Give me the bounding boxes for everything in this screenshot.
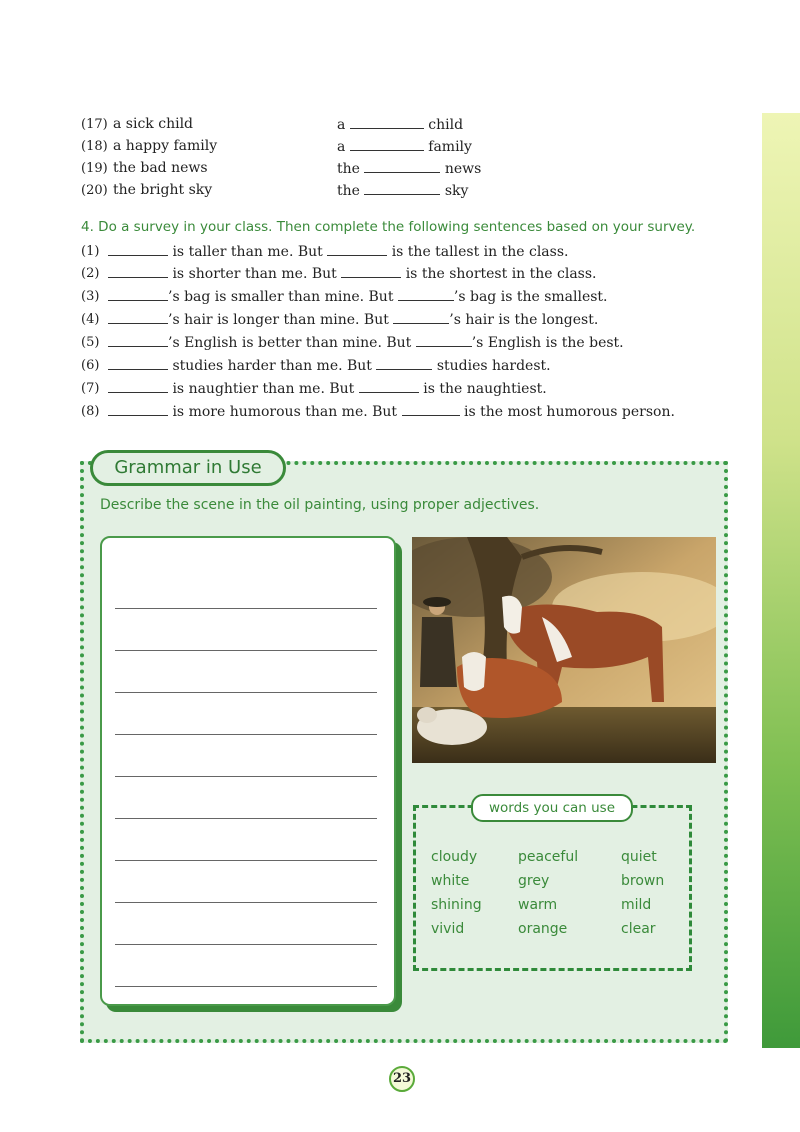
word-bank-word: vivid <box>431 921 465 937</box>
item-phrase: a sick child <box>113 116 194 132</box>
sentence-part: is more humorous than me. But <box>172 404 398 420</box>
sentence-part: ’s hair is longer than mine. But <box>168 312 389 328</box>
sentence-part: is the tallest in the class. <box>391 244 569 260</box>
blank[interactable] <box>108 311 168 324</box>
sentence-part: ’s English is better than mine. But <box>168 335 412 351</box>
item-phrase: the bad news <box>113 160 208 176</box>
word-bank-word: peaceful <box>518 849 579 865</box>
blank[interactable] <box>108 357 168 370</box>
blank[interactable] <box>416 334 472 347</box>
item-number: (4) <box>81 312 100 327</box>
grammar-title: Grammar in Use <box>90 450 286 486</box>
sentence-part: is the shortest in the class. <box>405 266 597 282</box>
writing-line[interactable] <box>115 608 377 609</box>
blank[interactable] <box>350 138 424 151</box>
writing-box[interactable] <box>100 536 396 1006</box>
blank[interactable] <box>350 116 424 129</box>
item-number: (19) <box>81 161 108 176</box>
word-bank-label: words you can use <box>471 794 633 822</box>
word-bank-word: white <box>431 873 470 889</box>
blank[interactable] <box>341 265 401 278</box>
sentence-part: ’s English is the best. <box>471 335 624 351</box>
word-bank-word: clear <box>621 921 656 937</box>
writing-line[interactable] <box>115 650 377 651</box>
item-phrase: a happy family <box>113 138 218 154</box>
blank[interactable] <box>402 403 460 416</box>
item-number: (2) <box>81 266 100 281</box>
blank[interactable] <box>108 265 168 278</box>
sentence-part: is the naughtiest. <box>423 381 547 397</box>
sentence-part: is the most humorous person. <box>463 404 675 420</box>
blank[interactable] <box>359 380 419 393</box>
item-number: (6) <box>81 358 100 373</box>
item-answer: a child <box>337 117 464 133</box>
blank[interactable] <box>108 334 168 347</box>
item-number: (5) <box>81 335 100 350</box>
writing-line[interactable] <box>115 776 377 777</box>
item-number: (20) <box>81 183 108 198</box>
item-answer: the news <box>337 161 482 177</box>
writing-line[interactable] <box>115 902 377 903</box>
word-bank-word: grey <box>518 873 550 889</box>
blank[interactable] <box>398 288 454 301</box>
blank[interactable] <box>108 243 168 256</box>
sentence-part: studies hardest. <box>436 358 551 374</box>
sentence-part: ’s bag is smaller than mine. But <box>168 289 394 305</box>
writing-line[interactable] <box>115 818 377 819</box>
item-answer: a family <box>337 139 472 155</box>
grammar-description: Describe the scene in the oil painting, using proper adjectives. <box>100 497 540 513</box>
section-4-title: 4. Do a survey in your class. Then complete the following sentences based on your survey. <box>81 219 696 235</box>
sentence-part: is naughtier than me. But <box>172 381 355 397</box>
writing-line[interactable] <box>115 692 377 693</box>
sentence-part: is shorter than me. But <box>172 266 337 282</box>
writing-line[interactable] <box>115 860 377 861</box>
item-number: (7) <box>81 381 100 396</box>
oil-painting <box>412 537 716 763</box>
sentence-part: is taller than me. But <box>172 244 323 260</box>
blank[interactable] <box>393 311 449 324</box>
item-number: (17) <box>81 117 108 132</box>
side-tab <box>762 113 800 1048</box>
page-number: 23 <box>389 1066 415 1092</box>
word-bank-word: quiet <box>621 849 657 865</box>
blank[interactable] <box>108 288 168 301</box>
word-bank-word: mild <box>621 897 652 913</box>
item-number: (3) <box>81 289 100 304</box>
blank[interactable] <box>364 160 440 173</box>
word-bank-word: shining <box>431 897 482 913</box>
writing-line[interactable] <box>115 986 377 987</box>
word-bank-word: cloudy <box>431 849 478 865</box>
blank[interactable] <box>376 357 432 370</box>
blank[interactable] <box>364 182 440 195</box>
writing-line[interactable] <box>115 734 377 735</box>
item-number: (18) <box>81 139 108 154</box>
blank[interactable] <box>108 380 168 393</box>
item-answer: the sky <box>337 183 469 199</box>
word-bank-word: brown <box>621 873 665 889</box>
item-number: (8) <box>81 404 100 419</box>
blank[interactable] <box>327 243 387 256</box>
word-bank-word: warm <box>518 897 558 913</box>
word-bank-word: orange <box>518 921 568 937</box>
sentence-part: ’s hair is the longest. <box>449 312 599 328</box>
sentence-part: ’s bag is the smallest. <box>453 289 608 305</box>
blank[interactable] <box>108 403 168 416</box>
item-phrase: the bright sky <box>113 182 213 198</box>
writing-line[interactable] <box>115 944 377 945</box>
item-number: (1) <box>81 244 100 259</box>
sentence-part: studies harder than me. But <box>172 358 372 374</box>
